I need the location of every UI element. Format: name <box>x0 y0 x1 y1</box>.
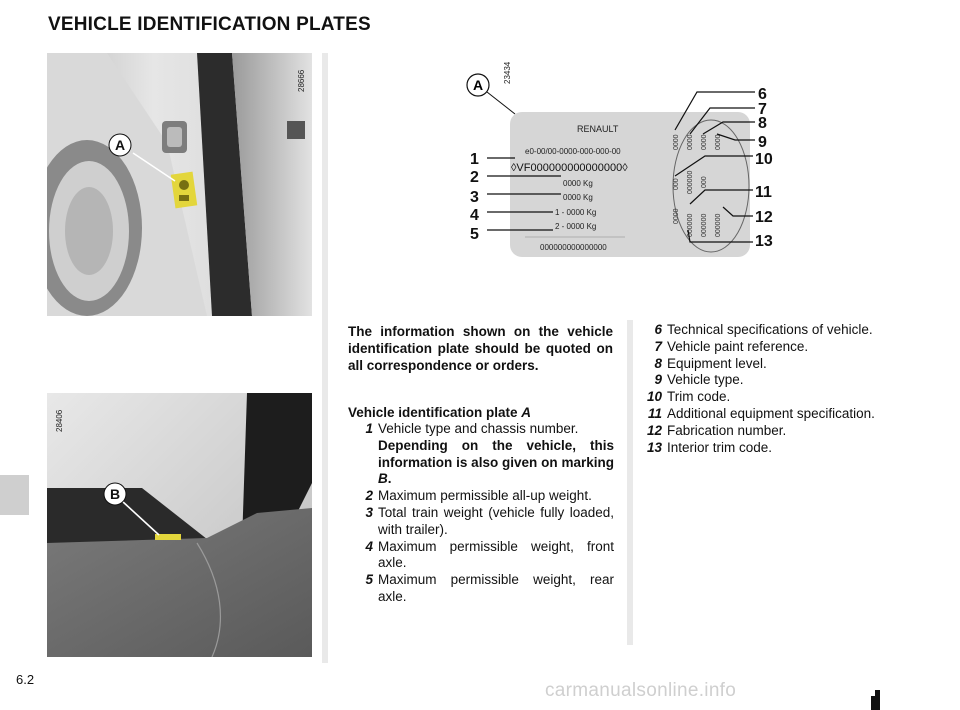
item-number: 6 <box>654 322 662 337</box>
plate-a-heading-text: Vehicle identification plate <box>348 405 522 420</box>
column-divider <box>627 320 633 645</box>
item-note-end: . <box>387 471 392 487</box>
item-number: 1 <box>365 421 373 436</box>
list-item <box>645 356 913 373</box>
callout-2: 2 <box>470 169 479 186</box>
item-number: 10 <box>646 389 662 405</box>
watermark: carmanualsonline.info <box>545 680 737 701</box>
plate-weight-line: 0000 Kg <box>563 193 593 202</box>
photo-marker-a: A <box>114 137 126 153</box>
list-item <box>645 372 913 389</box>
item-description: Total train weight (vehicle fully loaded, with trailer). <box>378 504 614 537</box>
list-item <box>645 389 913 406</box>
column-divider <box>322 53 328 663</box>
item-number: 4 <box>365 538 373 554</box>
corner-mark <box>875 690 880 710</box>
callout-8: 8 <box>758 115 767 132</box>
plate-a-heading-marker: A <box>521 405 532 420</box>
list-item <box>645 406 913 423</box>
diagram-marker-a: A <box>472 77 484 93</box>
left-item-list <box>348 421 614 606</box>
item-description: Vehicle type. <box>667 372 744 388</box>
list-item <box>348 539 614 573</box>
plate-weight-line: 0000 Kg <box>563 179 593 188</box>
windscreen-corner-photo <box>47 393 312 657</box>
vertical-code: 000 <box>673 178 680 190</box>
vertical-code: 0000 <box>701 134 708 150</box>
callout-13: 13 <box>755 233 773 250</box>
plate-approval-number: e0-00/00-0000-000-000-00 <box>525 147 621 156</box>
list-item <box>348 488 614 505</box>
vertical-code: 000000 <box>701 213 708 237</box>
plate-a-heading <box>348 405 531 420</box>
plate-weight-line: 1 - 0000 Kg <box>555 208 597 217</box>
plate-brand: RENAULT <box>577 124 619 134</box>
callout-4: 4 <box>470 207 479 224</box>
vertical-code: 000000 <box>687 170 694 194</box>
item-note <box>378 438 614 488</box>
list-item <box>348 572 614 606</box>
plate-vin: ◊VF000000000000000◊ <box>511 162 628 174</box>
item-number: 9 <box>654 372 662 388</box>
item-number: 12 <box>646 422 662 438</box>
list-item <box>645 339 913 356</box>
vertical-code: 0000 <box>673 134 680 150</box>
callout-7: 7 <box>758 101 767 118</box>
item-description: Maximum permissible weight, rear axle. <box>378 572 614 604</box>
item-description: Technical specifications of vehicle. <box>667 322 873 337</box>
photo-reference-number: 28666 <box>297 69 306 92</box>
item-description: Interior trim code. <box>667 439 773 455</box>
page-title: VEHICLE IDENTIFICATION PLATES <box>48 14 371 35</box>
intro-paragraph: The information shown on the vehicle identification plate should be quoted on all correspondence or orders. <box>348 324 613 373</box>
photo-marker-b: B <box>109 486 121 502</box>
item-note-text: Depending on the vehicle, this information is also given on marking <box>378 437 614 470</box>
item-number: 3 <box>365 504 373 520</box>
item-number: 2 <box>365 488 373 504</box>
plate-serial-number: 000000000000000 <box>540 243 607 252</box>
vertical-code: 0000 <box>673 208 680 224</box>
vertical-code: 0000 <box>687 134 694 150</box>
item-number: 13 <box>646 439 662 455</box>
chapter-tab <box>0 475 29 515</box>
photo-reference-number: 28406 <box>55 409 64 432</box>
item-description: Vehicle paint reference. <box>667 338 809 354</box>
plate-weight-line: 2 - 0000 Kg <box>555 222 597 231</box>
list-item <box>645 423 913 440</box>
callout-10: 10 <box>755 151 773 168</box>
item-number: 5 <box>365 572 373 588</box>
item-number: 11 <box>647 405 662 421</box>
list-item <box>645 322 913 339</box>
item-number: 8 <box>654 355 662 371</box>
callout-6: 6 <box>758 86 767 103</box>
item-description: Additional equipment specification. <box>667 405 875 421</box>
identification-plate-diagram <box>465 72 790 262</box>
callout-11: 11 <box>755 184 772 201</box>
list-item <box>348 505 614 539</box>
item-description: Maximum permissible weight, front axle. <box>378 538 614 571</box>
vertical-code: 000 <box>701 176 708 188</box>
item-text: Vehicle type and chassis number. <box>378 421 579 436</box>
callout-1: 1 <box>470 151 479 168</box>
vertical-code: 0000 <box>715 134 722 150</box>
item-description: Maximum permissible all-up weight. <box>378 488 592 504</box>
item-description: Trim code. <box>667 389 731 405</box>
item-description <box>378 421 614 488</box>
vertical-code: 000000 <box>715 213 722 237</box>
item-description: Equipment level. <box>667 355 767 371</box>
diagram-reference-number: 23434 <box>503 61 512 84</box>
list-item <box>348 421 614 488</box>
callout-5: 5 <box>470 226 479 243</box>
callout-12: 12 <box>755 209 773 226</box>
vertical-code: 000000 <box>687 213 694 237</box>
callout-9: 9 <box>758 134 767 151</box>
callout-3: 3 <box>470 189 479 206</box>
door-pillar-photo <box>47 53 312 316</box>
item-note-marker: B <box>378 471 388 487</box>
item-description: Fabrication number. <box>667 422 787 438</box>
list-item <box>645 440 913 457</box>
page-number: 6.2 <box>16 672 35 687</box>
item-number: 7 <box>654 338 662 354</box>
right-item-list <box>645 322 913 456</box>
